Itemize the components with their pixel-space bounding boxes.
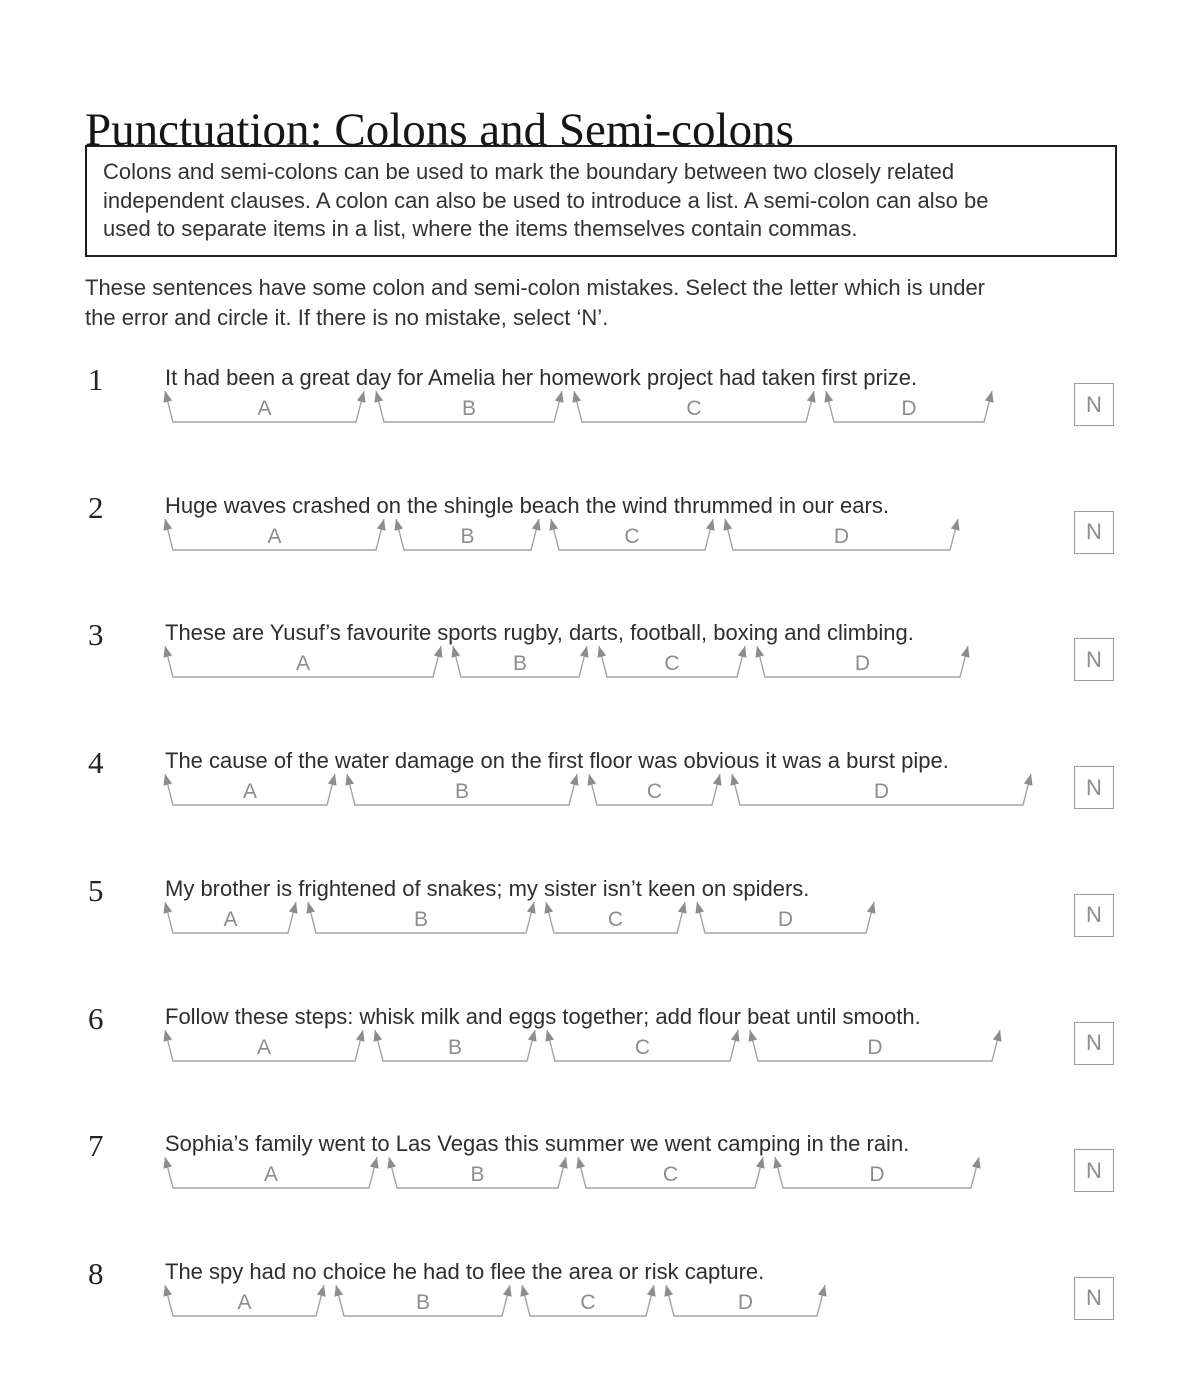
arrow-up-icon — [555, 391, 564, 403]
arrow-up-icon — [985, 391, 994, 403]
arrow-up-icon — [451, 646, 460, 658]
definition-line: independent clauses. A colon can also be used to introduce a list. A semi-colon can also be — [103, 187, 989, 213]
answer-letter[interactable]: D — [854, 652, 871, 676]
answer-option-a[interactable] — [163, 646, 442, 677]
answer-letter[interactable]: B — [447, 1035, 463, 1059]
arrow-up-icon — [755, 646, 764, 658]
no-mistake-option[interactable]: N — [1074, 638, 1114, 681]
arrow-up-icon — [972, 1157, 981, 1169]
page-title: Punctuation: Colons and Semi-colons — [85, 104, 794, 157]
answer-option-c[interactable] — [520, 1285, 655, 1316]
question-sentence: Sophia’s family went to Las Vegas this summer we went camping in the rain. — [165, 1131, 910, 1157]
definition-box — [85, 145, 1117, 257]
answer-option-a[interactable] — [163, 1030, 364, 1061]
arrow-up-icon — [738, 646, 747, 658]
arrow-up-icon — [163, 646, 172, 658]
answer-option-b[interactable] — [374, 391, 563, 422]
answer-letter[interactable]: B — [512, 652, 528, 676]
answer-letter[interactable]: A — [267, 524, 282, 548]
question-sentence: Huge waves crashed on the shingle beach the wind thrummed in our ears. — [165, 492, 889, 518]
arrow-up-icon — [520, 1285, 529, 1297]
answer-letter[interactable]: B — [454, 780, 470, 804]
answer-option-d[interactable] — [773, 1157, 980, 1188]
arrow-up-icon — [528, 1030, 537, 1042]
arrow-up-icon — [373, 1030, 382, 1042]
answer-letter[interactable]: C — [686, 397, 702, 420]
arrow-up-icon — [572, 391, 581, 403]
arrow-up-icon — [163, 1030, 172, 1042]
arrow-up-icon — [756, 1157, 765, 1169]
answer-option-d[interactable] — [730, 774, 1032, 805]
arrow-up-icon — [306, 902, 315, 914]
question-sentence: The spy had no choice he had to flee the area or risk capture. — [165, 1258, 765, 1284]
question-sentence: The cause of the water damage on the first floor was obvious it was a burst pipe. — [165, 748, 949, 774]
answer-letter[interactable]: C — [624, 524, 640, 548]
arrow-up-icon — [597, 646, 606, 658]
answer-option-d[interactable] — [748, 1030, 1001, 1061]
answer-option-a[interactable] — [163, 391, 365, 422]
instruction-line: These sentences have some colon and semi-colon mistakes. Select the letter which is under — [85, 275, 986, 300]
answer-letter[interactable]: A — [295, 652, 311, 676]
arrow-up-icon — [345, 774, 354, 786]
arrow-up-icon — [867, 902, 876, 914]
answer-letter[interactable]: A — [257, 397, 272, 420]
arrow-up-icon — [580, 646, 589, 658]
answer-option-a[interactable] — [163, 519, 385, 550]
question-number: 1 — [88, 362, 104, 397]
answer-option-c[interactable] — [597, 646, 746, 677]
question-number: 4 — [88, 745, 104, 781]
answer-brackets — [0, 1027, 1200, 1067]
answer-letter[interactable]: C — [646, 780, 663, 804]
arrow-up-icon — [434, 646, 443, 658]
arrow-up-icon — [503, 1285, 512, 1297]
question-row — [0, 745, 1200, 873]
no-mistake-option[interactable]: N — [1074, 1022, 1114, 1065]
answer-letter[interactable]: A — [263, 1163, 279, 1187]
question-row — [0, 362, 1200, 490]
arrow-up-icon — [289, 902, 298, 914]
arrow-up-icon — [695, 902, 704, 914]
answer-letter[interactable]: D — [867, 1035, 883, 1059]
answer-option-d[interactable] — [695, 902, 875, 933]
arrow-up-icon — [374, 391, 383, 403]
answer-letter[interactable]: D — [869, 1163, 885, 1187]
question-row — [0, 873, 1200, 1001]
arrow-up-icon — [664, 1285, 673, 1297]
answer-letter[interactable]: B — [460, 524, 475, 548]
answer-letter[interactable]: A — [256, 1035, 272, 1059]
question-number: 7 — [88, 1128, 104, 1164]
no-mistake-option[interactable]: N — [1074, 894, 1114, 937]
answer-option-c[interactable] — [572, 391, 815, 422]
arrow-up-icon — [587, 774, 596, 786]
arrow-up-icon — [723, 519, 732, 531]
answer-brackets — [0, 899, 1200, 939]
answer-brackets — [0, 516, 1200, 556]
answer-option-d[interactable] — [755, 646, 969, 677]
answer-letter[interactable]: C — [662, 1163, 679, 1187]
answer-letter[interactable]: C — [607, 907, 624, 931]
answer-letter[interactable]: C — [664, 652, 680, 676]
arrow-up-icon — [163, 391, 172, 403]
answer-letter[interactable]: B — [413, 907, 429, 931]
answer-option-b[interactable] — [394, 519, 540, 550]
arrow-up-icon — [163, 902, 172, 914]
arrow-up-icon — [357, 391, 366, 403]
arrow-up-icon — [387, 1157, 396, 1169]
definition-line: used to separate items in a list, where the items themselves contain commas. — [103, 216, 858, 241]
arrow-up-icon — [961, 646, 970, 658]
arrow-up-icon — [730, 774, 739, 786]
instruction-line: the error and circle it. If there is no mistake, select ‘N’. — [85, 305, 609, 330]
answer-brackets — [0, 388, 1200, 428]
answer-option-a[interactable] — [163, 1285, 325, 1316]
answer-letter[interactable]: D — [737, 1290, 754, 1314]
question-sentence: My brother is frightened of snakes; my sister isn’t keen on spiders. — [165, 875, 810, 901]
arrow-up-icon — [163, 1285, 172, 1297]
answer-letter[interactable]: C — [580, 1290, 596, 1314]
answer-option-d[interactable] — [824, 391, 993, 422]
arrow-up-icon — [317, 1285, 326, 1297]
no-mistake-option[interactable]: N — [1074, 1277, 1114, 1320]
answer-letter[interactable]: A — [223, 907, 238, 931]
arrow-up-icon — [163, 1157, 172, 1169]
answer-option-a[interactable] — [163, 1157, 378, 1188]
answer-option-d[interactable] — [664, 1285, 826, 1316]
answer-option-c[interactable] — [545, 1030, 739, 1061]
no-mistake-option[interactable]: N — [1074, 1149, 1114, 1192]
no-mistake-option[interactable]: N — [1074, 383, 1114, 426]
answer-letter[interactable]: B — [461, 397, 477, 420]
answer-letter[interactable]: A — [242, 780, 258, 804]
arrow-up-icon — [527, 902, 536, 914]
no-mistake-option[interactable]: N — [1074, 511, 1114, 554]
arrow-up-icon — [570, 774, 579, 786]
arrow-up-icon — [731, 1030, 740, 1042]
answer-option-c[interactable] — [587, 774, 721, 805]
answer-option-c[interactable] — [549, 519, 714, 550]
arrow-up-icon — [559, 1157, 568, 1169]
question-sentence: Follow these steps: whisk milk and eggs together; add flour beat until smooth. — [165, 1003, 921, 1029]
answer-option-b[interactable] — [345, 774, 578, 805]
answer-brackets — [0, 1154, 1200, 1194]
answer-letter[interactable]: A — [237, 1290, 252, 1314]
arrow-up-icon — [549, 519, 558, 531]
task-instructions — [85, 273, 985, 333]
question-sentence: It had been a great day for Amelia her homework project had taken first prize. — [165, 365, 918, 390]
arrow-up-icon — [951, 519, 960, 531]
arrow-up-icon — [377, 519, 386, 531]
arrow-up-icon — [576, 1157, 585, 1169]
answer-option-b[interactable] — [306, 902, 535, 933]
arrow-up-icon — [818, 1285, 827, 1297]
arrow-up-icon — [394, 519, 403, 531]
arrow-up-icon — [328, 774, 337, 786]
question-row — [0, 617, 1200, 745]
answer-letter[interactable]: D — [833, 524, 850, 548]
question-row — [0, 1001, 1200, 1129]
arrow-up-icon — [370, 1157, 379, 1169]
arrow-up-icon — [163, 519, 172, 531]
arrow-up-icon — [807, 391, 816, 403]
answer-option-d[interactable] — [723, 519, 959, 550]
answer-option-b[interactable] — [451, 646, 588, 677]
answer-option-a[interactable] — [163, 774, 336, 805]
question-number: 6 — [88, 1000, 104, 1036]
question-row — [0, 1128, 1200, 1256]
arrow-up-icon — [1024, 774, 1033, 786]
question-number: 2 — [88, 489, 104, 525]
answer-letter[interactable]: D — [777, 907, 794, 931]
answer-letter[interactable]: D — [901, 397, 917, 420]
arrow-up-icon — [748, 1030, 757, 1042]
question-row — [0, 490, 1200, 618]
answer-letter[interactable]: C — [634, 1035, 651, 1059]
arrow-up-icon — [356, 1030, 365, 1042]
answer-letter[interactable]: B — [415, 1290, 431, 1314]
definition-line: Colons and semi-colons can be used to mark the boundary between two closely related — [103, 159, 955, 184]
answer-option-b[interactable] — [373, 1030, 536, 1061]
arrow-up-icon — [824, 391, 833, 403]
arrow-up-icon — [678, 902, 687, 914]
answer-option-b[interactable] — [387, 1157, 567, 1188]
arrow-up-icon — [163, 774, 172, 786]
answer-letter[interactable]: D — [873, 780, 890, 804]
answer-letter[interactable]: B — [470, 1163, 485, 1187]
arrow-up-icon — [993, 1030, 1002, 1042]
no-mistake-option[interactable]: N — [1074, 766, 1114, 809]
answer-brackets — [0, 643, 1200, 683]
question-row — [0, 1256, 1200, 1384]
arrow-up-icon — [713, 774, 722, 786]
answer-option-c[interactable] — [576, 1157, 764, 1188]
question-number: 8 — [88, 1255, 104, 1291]
answer-option-a[interactable] — [163, 902, 297, 933]
arrow-up-icon — [647, 1285, 656, 1297]
question-sentence: These are Yusuf’s favourite sports rugby, darts, football, boxing and climbing. — [165, 620, 914, 646]
answer-option-c[interactable] — [544, 902, 686, 933]
arrow-up-icon — [706, 519, 715, 531]
answer-brackets — [0, 1282, 1200, 1322]
arrow-up-icon — [532, 519, 541, 531]
question-number: 3 — [88, 617, 104, 653]
question-number: 5 — [88, 872, 104, 908]
arrow-up-icon — [334, 1285, 343, 1297]
arrow-up-icon — [545, 1030, 554, 1042]
arrow-up-icon — [773, 1157, 782, 1169]
answer-option-b[interactable] — [334, 1285, 511, 1316]
arrow-up-icon — [544, 902, 553, 914]
answer-brackets — [0, 771, 1200, 811]
